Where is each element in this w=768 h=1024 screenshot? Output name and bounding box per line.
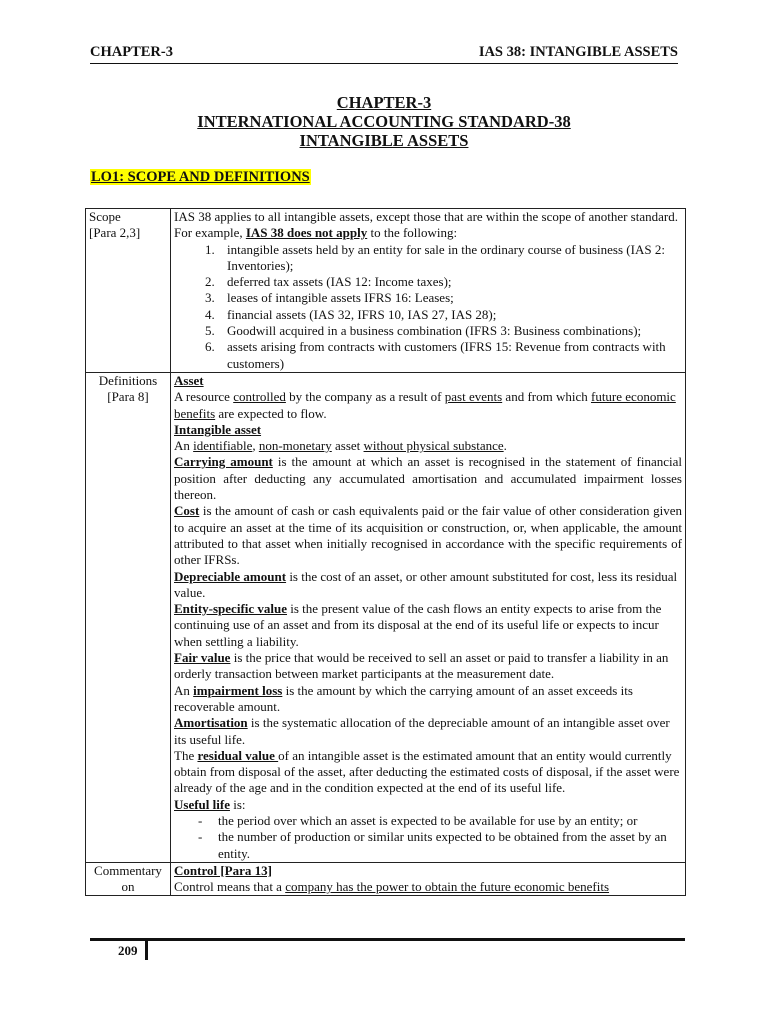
row-label-scope: Scope [Para 2,3] [86, 209, 171, 373]
def-term-asset: Asset [174, 372, 204, 388]
def-impairment-loss: An impairment loss is the amount by which the carrying amount of an asset exceeds its recoverable amount. [174, 682, 633, 714]
def-term-intangible-asset: Intangible asset [174, 421, 262, 437]
row-label-commentary: Commentary on [86, 862, 171, 896]
scope-intro-bold: IAS 38 does not apply [245, 225, 368, 241]
list-item: - the number of production or similar units expected to be obtained from the asset by an entity. [198, 829, 682, 862]
list-item: 1. intangible assets held by an entity for sale in the ordinary course of business (IAS 2: Inventories); [218, 242, 682, 275]
row-label-definitions: Definitions [Para 8] [86, 372, 171, 862]
table-row-scope [86, 209, 686, 373]
header-topic: IAS 38: INTANGIBLE ASSETS [478, 44, 678, 60]
def-useful-life: Useful life is: [174, 796, 246, 812]
def-depreciable-amount: Depreciable amount is the cost of an asset, or other amount substituted for cost, less its residual value. [174, 568, 678, 600]
list-item: 2. deferred tax assets (IAS 12: Income taxes); [218, 274, 682, 290]
def-amortisation: Amortisation is the systematic allocation of the depreciable amount of an intangible asset over its useful life. [174, 715, 670, 747]
page-number: 209 [118, 943, 138, 958]
definitions-table [85, 208, 686, 896]
page-number-divider [145, 939, 148, 960]
scope-exclusion-list [174, 242, 682, 372]
list-item: 4. financial assets (IAS 32, IFRS 10, IAS 27, IAS 28); [218, 307, 682, 323]
table-row-definitions [86, 372, 686, 862]
footer-rule [90, 938, 685, 941]
def-text-intangible-asset: An identifiable, non-monetary asset without physical substance. [174, 438, 507, 454]
commentary-text: Control means that a company has the power to obtain the future economic benefits [174, 879, 610, 895]
chapter-number-title: CHAPTER-3 [336, 93, 432, 112]
useful-life-list [174, 813, 682, 862]
chapter-title-block [90, 93, 678, 150]
commentary-heading: Control [Para 13] [174, 862, 272, 878]
table-row-commentary [86, 862, 686, 896]
list-item: 6. assets arising from contracts with customers (IFRS 15: Revenue from contracts with customers) [218, 339, 682, 372]
section-heading: LO1: SCOPE AND DEFINITIONS [91, 169, 310, 185]
def-carrying-amount: Carrying amount is the amount at which an asset is recognised in the statement of financial position after deducting any accumulated amortisation and accumulated impairment losses thereon. [174, 454, 682, 503]
scope-intro: IAS 38 applies to all intangible assets, except those that are within the scope of another standard. For example, IAS 38 does not apply to the following: [174, 209, 678, 241]
def-fair-value: Fair value is the price that would be received to sell an asset or paid to transfer a liability in an orderly transaction between market participants at the measurement date. [174, 650, 669, 682]
list-item: 3. leases of intangible assets IFRS 16: Leases; [218, 290, 682, 306]
def-entity-specific-value: Entity-specific value is the present value of the cash flows an entity expects to arise from the continuing use of an asset and from its disposal at the end of its useful life or expects to incur when settling a liability. [174, 601, 662, 649]
def-residual-value: The residual value of an intangible asset is the estimated amount that an entity would currently obtain from disposal of the asset, after deducting the estimated costs of disposal, if the asset were already of the age and in the condition expected at the end of its useful life. [174, 747, 680, 796]
commentary-content [171, 862, 686, 896]
definitions-content [171, 372, 686, 862]
def-text-asset: A resource controlled by the company as a result of past events and from which future economic benefits are expected to flow. [174, 389, 676, 421]
topic-title: INTANGIBLE ASSETS [299, 131, 469, 150]
list-item: 5. Goodwill acquired in a business combination (IFRS 3: Business combinations); [218, 323, 682, 339]
running-header [90, 44, 678, 64]
header-chapter: CHAPTER-3 [90, 44, 173, 60]
standard-title: INTERNATIONAL ACCOUNTING STANDARD-38 [197, 112, 571, 131]
scope-content [171, 209, 686, 373]
list-item: - the period over which an asset is expected to be available for use by an entity; or [198, 813, 682, 829]
def-cost: Cost is the amount of cash or cash equivalents paid or the fair value of other consideration given to acquire an asset at the time of its acquisition or construction, or, when applicable, the amount attributed to that asset when initially recognised in accordance with the specific requirements of other IFRSs. [174, 503, 682, 568]
